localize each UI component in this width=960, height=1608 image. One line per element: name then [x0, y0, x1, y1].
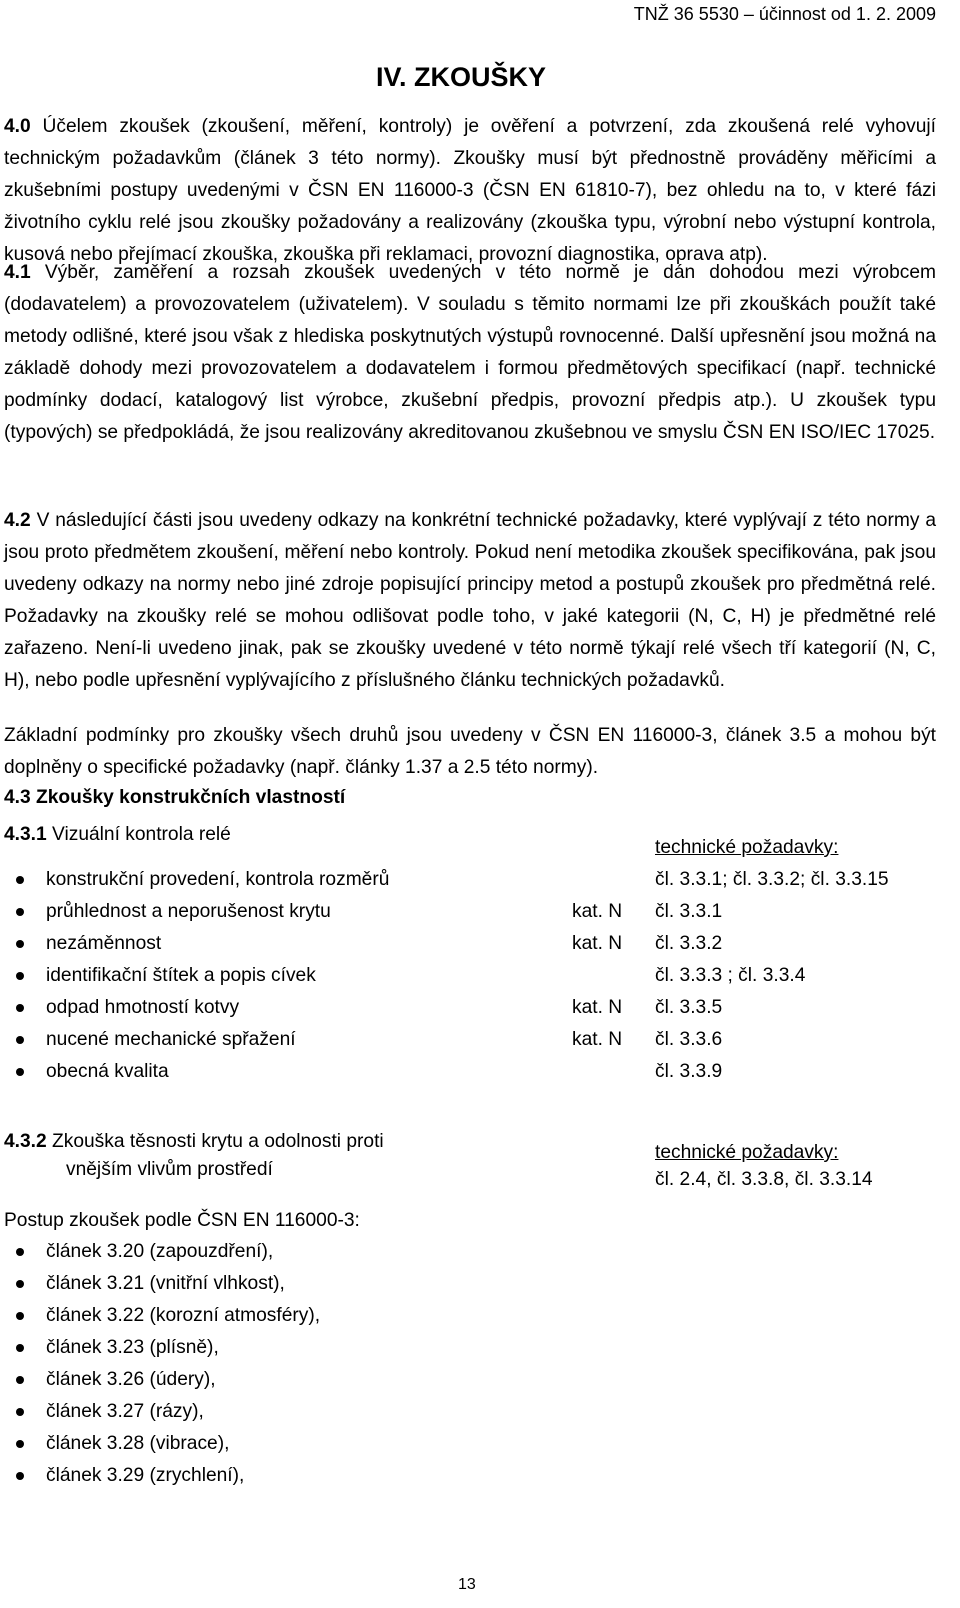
subsection-title: Vizuální kontrola relé — [46, 824, 231, 845]
list-item-reference: čl. 3.3.5 — [655, 997, 723, 1018]
bullet-icon — [16, 940, 24, 948]
paragraph-text: V následující části jsou uvedeny odkazy na konkrétní technické požadavky, které vyplývají z této normy a jsou proto předmětem zkoušení, měření nebo kontroly. Pokud není metodika zkoušek specifikována, pak jsou uvedeny odkazy na normy nebo jiné zdroje popisující principy metod a postupů zkoušek pro předmětná relé. Požadavky na zkoušky relé se mohou odlišovat podle toho, v jaké kategorii (N, C, H) je předmětné relé zařazeno. Není-li uvedeno jinak, pak se zkoušky uvedené v této normě týkají relé všech tří kategorií (N, C, H), nebo podle upřesnění vyplývajícího z příslušného článku technických požadavků. — [4, 510, 936, 691]
list-item — [0, 1024, 960, 1056]
bullet-icon — [16, 972, 24, 980]
bullet-icon — [16, 908, 24, 916]
subsection-number: 4.3.2 — [4, 1131, 47, 1152]
subsection-title-line2: vnějším vlivům prostředí — [66, 1159, 273, 1180]
list-item — [0, 1268, 960, 1300]
paragraph-number: 4.1 — [4, 262, 31, 283]
subsection-title: Zkouška těsnosti krytu a odolnosti proti — [46, 1131, 384, 1152]
paragraph-text: Účelem zkoušek (zkoušení, měření, kontroly) je ověření a potvrzení, zda zkoušená relé vyhovují technickým požadavkům (článek 3 této normy). Zkoušky musí být přednostně prováděny měřicími a zkušebními postupy uvedenými v ČSN EN 116000-3 (ČSN EN 61810-7), bez ohledu na to, v které fázi životního cyklu relé jsou zkoušky požadovány a realizovány (zkouška typu, výrobní nebo výstupní kontrola, kusová nebo přejímací zkouška, zkouška při reklamaci, provozní diagnostika, oprava atp). — [4, 116, 936, 265]
list-item — [0, 1056, 960, 1088]
bullet-icon — [16, 1068, 24, 1076]
paragraph-4-0 — [4, 111, 936, 271]
list-item — [0, 928, 960, 960]
list-item-text: průhlednost a neporušenost krytu — [46, 901, 331, 922]
bullet-icon — [16, 1440, 24, 1448]
list-item — [0, 1428, 960, 1460]
list-item — [0, 864, 960, 896]
list-item-text: identifikační štítek a popis cívek — [46, 965, 316, 986]
chapter-title: IV. ZKOUŠKY — [376, 62, 547, 92]
list-item-text: odpad hmotností kotvy — [46, 997, 240, 1018]
list-item-reference: čl. 3.3.9 — [655, 1061, 723, 1082]
page-number: 13 — [458, 1576, 476, 1593]
subsection-number: 4.3.1 — [4, 824, 47, 845]
list-item-text: konstrukční provedení, kontrola rozměrů — [46, 869, 390, 890]
requirements-reference: čl. 2.4, čl. 3.3.8, čl. 3.3.14 — [655, 1169, 873, 1190]
requirements-label: technické požadavky: — [655, 1142, 839, 1163]
bullet-icon — [16, 1004, 24, 1012]
paragraph-4-1 — [4, 257, 936, 449]
bullet-icon — [16, 876, 24, 884]
list-item-category: kat. N — [572, 901, 623, 922]
list-item-reference: čl. 3.3.6 — [655, 1029, 723, 1050]
list-item-text: článek 3.21 (vnitřní vlhkost), — [46, 1273, 285, 1294]
bullet-icon — [16, 1312, 24, 1320]
requirements-label: technické požadavky: — [655, 837, 839, 858]
list-item-reference: čl. 3.3.1; čl. 3.3.2; čl. 3.3.15 — [655, 869, 889, 890]
paragraph-4-2 — [4, 505, 936, 697]
list-item — [0, 1364, 960, 1396]
list-item-text: článek 3.28 (vibrace), — [46, 1433, 230, 1454]
section-heading-4-3: 4.3 Zkoušky konstrukčních vlastností — [4, 787, 346, 808]
list-item — [0, 1236, 960, 1268]
list-item-text: článek 3.23 (plísně), — [46, 1337, 219, 1358]
list-item-text: nezáměnnost — [46, 933, 162, 954]
list-item-category: kat. N — [572, 933, 623, 954]
paragraph-text: Výběr, zaměření a rozsah zkoušek uvedených v této normě je dán dohodou mezi výrobcem (dodavatelem) a provozovatelem (uživatelem). V souladu s těmito normami lze při zkouškách použít také metody odlišné, které jsou však z hlediska poskytnutých výstupů rovnocenné. Další upřesnění jsou možná na základě dohody mezi provozovatelem a dodavatelem i formou předmětových specifikací (např. technické podmínky dodací, katalogový list výrobce, zkušební předpis, provozní předpis atp.). U zkoušek typu (typových) se předpokládá, že jsou realizovány akreditovanou zkušebnou ve smyslu ČSN EN ISO/IEC 17025. — [4, 262, 936, 443]
page-header: TNŽ 36 5530 – účinnost od 1. 2. 2009 — [633, 4, 936, 24]
list-item-text: nucené mechanické spřažení — [46, 1029, 296, 1050]
bullet-icon — [16, 1344, 24, 1352]
list-item — [0, 1300, 960, 1332]
list-item — [0, 1332, 960, 1364]
bullet-icon — [16, 1248, 24, 1256]
list-item — [0, 1460, 960, 1492]
test-procedure-intro: Postup zkoušek podle ČSN EN 116000-3: — [4, 1210, 360, 1231]
paragraph-number: 4.2 — [4, 510, 31, 531]
bullet-icon — [16, 1408, 24, 1416]
list-item-text: článek 3.27 (rázy), — [46, 1401, 204, 1422]
bullet-icon — [16, 1280, 24, 1288]
list-item-text: článek 3.26 (údery), — [46, 1369, 216, 1390]
list-item-category: kat. N — [572, 997, 623, 1018]
list-item-text: článek 3.20 (zapouzdření), — [46, 1241, 274, 1262]
list-item-category: kat. N — [572, 1029, 623, 1050]
subsection-4-3-1 — [4, 819, 231, 851]
list-item-text: obecná kvalita — [46, 1061, 169, 1082]
paragraph-4-2-conditions: Základní podmínky pro zkoušky všech druhů jsou uvedeny v ČSN EN 116000-3, článek 3.5 a mohou být doplněny o specifické požadavky (např. články 1.37 a 2.5 této normy). — [4, 725, 936, 778]
list-item-text: článek 3.29 (zrychlení), — [46, 1465, 245, 1486]
list-item-reference: čl. 3.3.2 — [655, 933, 723, 954]
list-item-reference: čl. 3.3.3 ; čl. 3.3.4 — [655, 965, 806, 986]
paragraph-number: 4.0 — [4, 116, 31, 137]
list-item — [0, 992, 960, 1024]
list-item-reference: čl. 3.3.1 — [655, 901, 723, 922]
bullet-icon — [16, 1376, 24, 1384]
bullet-icon — [16, 1036, 24, 1044]
list-item — [0, 960, 960, 992]
bullet-icon — [16, 1472, 24, 1480]
list-item — [0, 896, 960, 928]
list-item-text: článek 3.22 (korozní atmosféry), — [46, 1305, 321, 1326]
list-item — [0, 1396, 960, 1428]
